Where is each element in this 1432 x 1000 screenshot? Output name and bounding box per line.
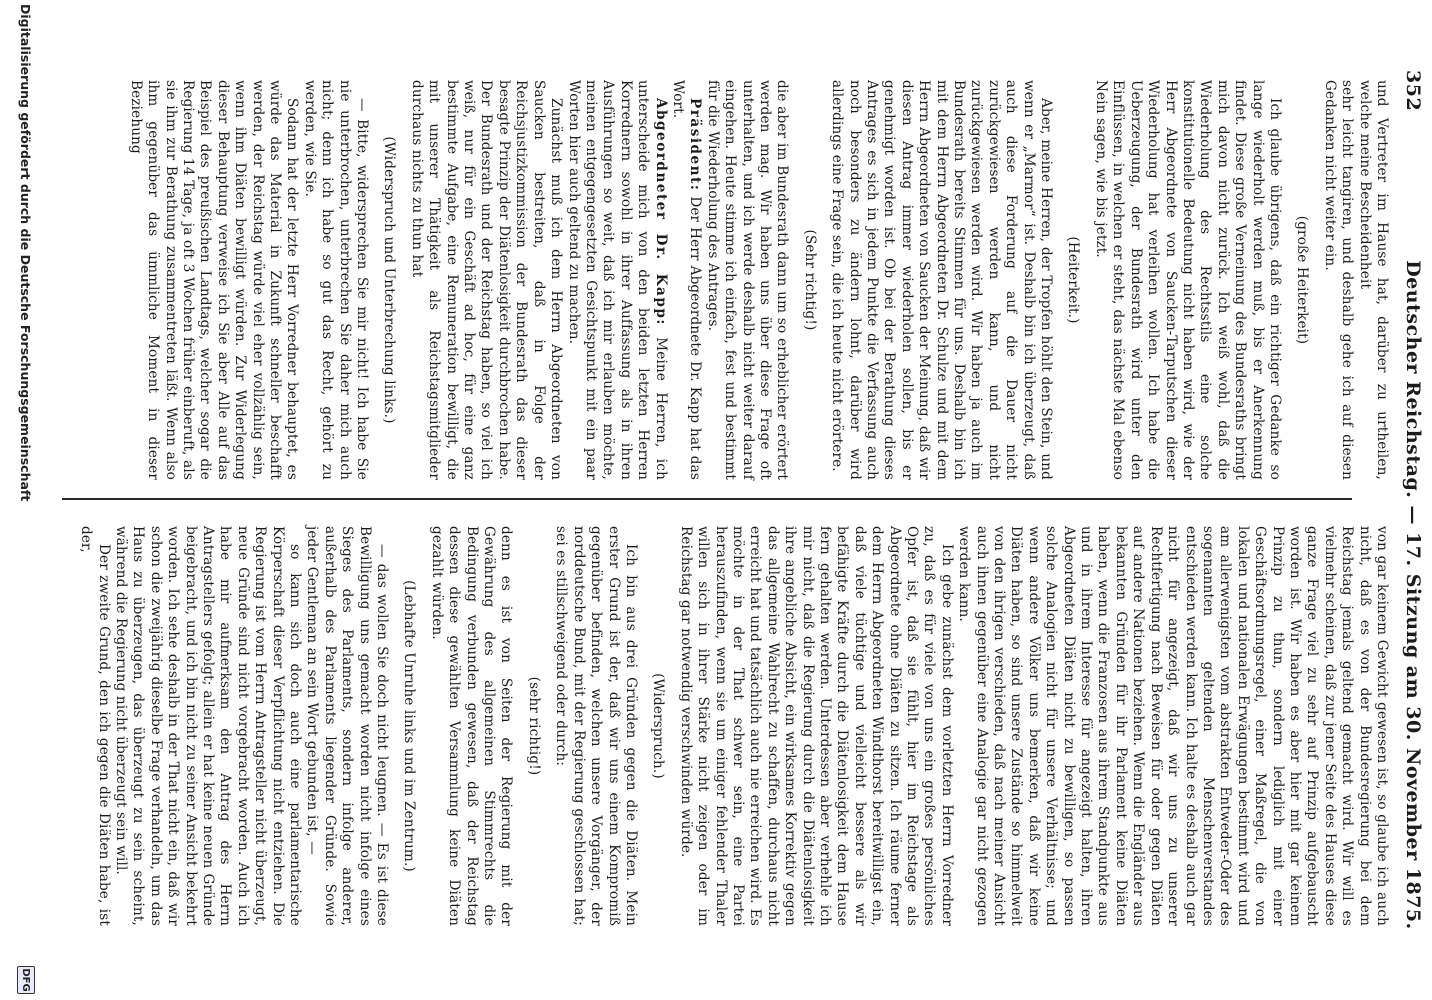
column-divider — [62, 498, 1352, 500]
paragraph-text: so kann sich doch auch eine parlamentarische Körperschaft dieser Verpflichtung nicht entziehen. Die Regierung ist vom Herrn Antragsteller nicht überzeugt, neue Gründe sind nicht vorgebracht worden. Auch ich habe mir aufmerksam den Antrag des Herrn Antragstellers gefolgt; allein er hat keine neuen Gründe beigebracht, und ich bin nicht zu seiner Ansicht bekehrt worden. Ich sehe deshalb in der That nicht ein, daß wir schon die zweijährig dieselbe Frage verhandeln, um das Haus zu überzeugen, das überzeugt zu sein scheint, während die Regierung nicht überzeugt sein will. — [112, 526, 304, 926]
paragraph — [407, 80, 564, 480]
stage-direction — [400, 526, 417, 926]
footer-credit — [12, 0, 40, 1000]
paragraph-text: Ich glaube übrigens, daß ein richtiger Gedanke so lange wiederholt werden muß, bis er Anerkennung findet. Diese große Verneinung des Bundesraths bringt mich davon nicht zurück. Ich weiß wohl, daß die Wiederholung des Rechtsstils eine solche konstitutionelle Bedeutung nicht haben wird, wie der Herr Abgeordnete von Saucken-Tarputschen dieser Wiederholung hat verleihen wollen. Ich habe die Ueberzeugung, der Bundesrath wird unter den Einflüssen, in welchen er steht, das nächste Mal ebenso Nein sagen, wie bis jetzt. — [1092, 80, 1283, 480]
paragraph — [77, 526, 112, 926]
paragraph-text: Zunächst muß ich dem Herrn Abgeordneten von Saucken bestreiten, daß in Folge der Reichsjustizkommission der Bundesrath das dieser besagte Prinzip der Diätenlosigkeit durchbrochen habe. Der Bundesrath und der Reichstag haben, so viel ich weiß, nur für ein Geschäft ad hoc, für eine ganz bestimmte Aufgabe, eine Remuneration bewilligt, die mit unserer Thätigkeit als Reichstagsmitglieder durchaus nichts zu thun hat — [408, 80, 565, 480]
paragraph-text: Der Herr Abgeordnete Dr. Kapp hat das Wort. — [669, 80, 704, 480]
stage-direction — [380, 80, 397, 480]
paragraph — [1355, 80, 1390, 480]
stage-direction-text: (große Heiterkeit) — [1294, 215, 1311, 345]
paragraph-text: sehr leicht tangiren, und deshalb gehe ich auf diesen Gedanken nicht weiter ein. — [1321, 80, 1356, 480]
dfg-logo-icon: DFG — [17, 966, 35, 994]
paragraph-text: Sodann hat der letzte Herr Vorredner behauptet, es würde das Material in Zukunft schneller beschafft werden, der Reichstag würde viel eher vollzählig sein, wenn ihm Diäten bewilligt würden. Zur Widerlegung dieser Behauptung verweise ich Sie aber Alle auf das Beispiel des preußischen Landtags, welcher sogar die Regierung 14 Tage, ja oft 3 Wochen früher einberuft, als sie ihm zur Berathung zusammentreten läßt. Wenn also ihm gegenüber das ümmliche Moment in dieser Beziehung — [127, 80, 301, 480]
paragraph — [955, 526, 1390, 926]
paragraph — [112, 526, 303, 926]
paragraph — [1320, 80, 1355, 480]
paragraph — [300, 80, 370, 480]
page-number: 352 — [1402, 70, 1424, 112]
paragraph-text: — Bitte, widersprechen Sie mir nicht! Ich habe Sie nie unterbrochen, unterbrechen Sie daher mich auch nicht; denn ich habe so gut das Recht, gehört zu werden, wie Sie. — [301, 80, 371, 480]
paragraph-text: Der zweite Grund, den ich gegen die Diäten habe, ist der, — [78, 526, 112, 926]
paragraph-text: und Vertreter im Hause hat, darüber zu urtheilen, welche meine Bescheidenheit — [1356, 80, 1390, 480]
stage-direction-text: (Lebhafte Unruhe links und im Zentrum.) — [401, 580, 418, 872]
document-page — [12, 0, 1432, 1000]
speaker-name: Präsident: — [687, 98, 704, 192]
stage-direction — [1064, 80, 1081, 480]
stage-direction — [525, 526, 542, 926]
stage-direction-text: (Widerspruch und Unterbrechung links.) — [381, 136, 398, 424]
stage-direction-text: (Widerspruch.) — [650, 673, 667, 779]
paragraph-text: Ich bin aus drei Gründen gegen die Diäten. Mein erster Grund ist der, daß wir uns einem Kompromiß gegenüber befinden, welchen unsere Vorgänger, der norddeutsche Bund, mit der Regierung geschlossen hat; sei es stillschweigend oder durch: — [553, 526, 639, 926]
paragraph-text: die aber im Bundesrath dann um so erheblicher erörtert werden mag. Wir haben uns über diese Frage oft unterhalten, und ich werde deshalb nicht weiter darauf eingehen. Heute stimme ich einfach, fest und bestimmt für die Wiederholung des Antrages. — [704, 80, 791, 480]
stage-direction-text: (Sehr richtig!) — [801, 229, 818, 331]
paragraph — [703, 80, 790, 480]
paragraph-text: — das wollen Sie doch nicht leugnen. — Es ist diese Bewilligung uns gemacht worden nicht infolge eines Sieges des Parlaments, sondern infolge anderer, außerhalb des Parlaments liegender Gründe. Sowie jeder Gentleman an sein Wort gebunden ist, — — [304, 526, 391, 926]
paragraph — [126, 80, 300, 480]
paragraph — [669, 80, 704, 480]
paragraph-text: Meine Herren, ich unterscheide mich von den beiden letzten Herren Korrednern sowohl in ihrer Auffassung als in ihren Ausführungen so weit, daß ich mir erlauben möchte, meinen entgegengesetzten Gesichtspunkt mit ein paar Worten hier auch geltend zu machen. — [565, 80, 669, 480]
paragraph-text: denn es ist von Seiten der Regierung mit der Gewährung des allgemeinen Stimmrechts die Bedingung verbunden gewesen, daß der Reichstag dessen diese gewählten Versammlung keine Diäten gezahlt würden. — [428, 526, 515, 926]
paragraph — [676, 526, 955, 926]
speaker-name: Abgeordneter Dr. Kapp: — [652, 98, 669, 326]
paragraph — [1092, 80, 1283, 480]
paragraph — [427, 526, 514, 926]
paragraph-text: Aber, meine Herren, der Tropfen höhlt den Stein, und wenn er „Marmor“ ist. Deshalb bin ich überzeugt, daß auch diese Forderung auf die Dauer nicht zurückgewiesen werden kann, und nicht zurückgewiesen werden wird. Wir haben ja auch im Bundesrath bereits Stimmen für uns. Deshalb bin ich mit dem Herrn Abgeordneten Dr. Schulze und mit dem Herrn Abgeordneten von Saucken der Meinung, daß wir diesen Antrag immer wiederholen sollen, bis er genehmigt worden ist. Ob bei der Berathung dieses Antrages es sich in jedem Punkte die Verfassung auch noch besonders zu ändern lohnt, darüber wird allerdings eine Frage sein, die ich heute nicht erörtere. — [829, 80, 1055, 480]
stage-direction-text: (Heiterkeit.) — [1065, 236, 1082, 324]
paragraph-text: von gar keinem Gewicht gewesen ist, so glaube ich auch nicht, daß es von der Bundesregierung bei dem Reichstag jemals geltend gemacht wird. Wir will es vielmehr scheinen, daß zur jener Seite des Hauses diese ganze Frage viel zu sehr auf Prinzip aufgebauscht worden ist. Wir haben es aber hier mit gar keinem Prinzip zu thun, sondern lediglich mit einer Geschäftsordnungsregel, einer Maßregel, die von lokalen und nationalen Erwägungen bestimmt wird und am allerwenigsten vom abstrakten Entweder-Oder des sogenannten geltenden Menschenverstandes entschieden werden kann. Ich halte es deshalb auch gar nicht für angezeigt, daß wir uns zu unserer Rechtfertigung nach Beweisen für oder gegen Diäten auf andere Nationen beziehen. Wenn die Engländer aus bekannten Gründen für ihr Parlament keine Diäten haben, wenn die Franzosen aus ihrem Standpunkte aus und in ihrem Interesse für angezeigt halten, ihren Abgeordneten Diäten nicht zu bewilligen, so passen solche Analogien nicht für unsere Verhältnisse; und wenn andere Völker uns bemerken, daß wir keine Diäten haben, so sind unsere Zustände so himmelweit von den ihrigen verschieden, daß nach meiner Ansicht auch ihnen gegenüber eine Analogie gar nicht gezogen werden kann. — [956, 526, 1390, 926]
page-header — [1394, 70, 1424, 930]
right-column — [77, 526, 1390, 926]
paragraph — [303, 526, 390, 926]
paragraph — [828, 80, 1054, 480]
footer-text: Digitalisierung gefördert durch die Deutsche Forschungsgemeinschaft — [18, 4, 34, 502]
stage-direction — [1293, 80, 1310, 480]
page-title: Deutscher Reichstag. — 17. Sitzung am 30. November 1875. — [1402, 260, 1424, 930]
paragraph-text: Ich gebe zunächst dem vorletzten Herrn Vorredner zu, daß es für viele von uns ein großes persönliches Opfer ist, daß sie fühlt, hier im Reichstage als Abgeordnete ohne Diäten zu sitzen. Ich räume ferner dem Herrn Abgeordneten Windthorst bereitwilligst ein, daß viele tüchtige und vielleicht bessere als wir befähigte Kräfte durch die Diätenlosigkeit dem Hause fern gehalten werden. Unterdessen aber verhehle ich mir nicht, daß die Regierung durch die Diätenlosigkeit ihre angebliche Absicht, ein wirksames Korrektiv gegen das allgemeine Wahlrecht zu schaffen, durchaus nicht erreicht hat und tatsächlich auch nie erreichen wird. Es möchte in der That schwer sein, eine Partei herauszufinden, wenn sie um einiger fehlender Thaler willen sich in ihrer Stärke nicht zeigen oder im Reichstag gar notwendig verschwinden würde. — [677, 526, 955, 926]
left-column — [126, 80, 1390, 480]
rotated-page-wrapper — [12, 0, 1432, 1000]
stage-direction-text: (sehr richtig!) — [525, 676, 542, 776]
paragraph — [552, 526, 639, 926]
stage-direction — [649, 526, 666, 926]
stage-direction — [800, 80, 817, 480]
paragraph — [564, 80, 668, 480]
